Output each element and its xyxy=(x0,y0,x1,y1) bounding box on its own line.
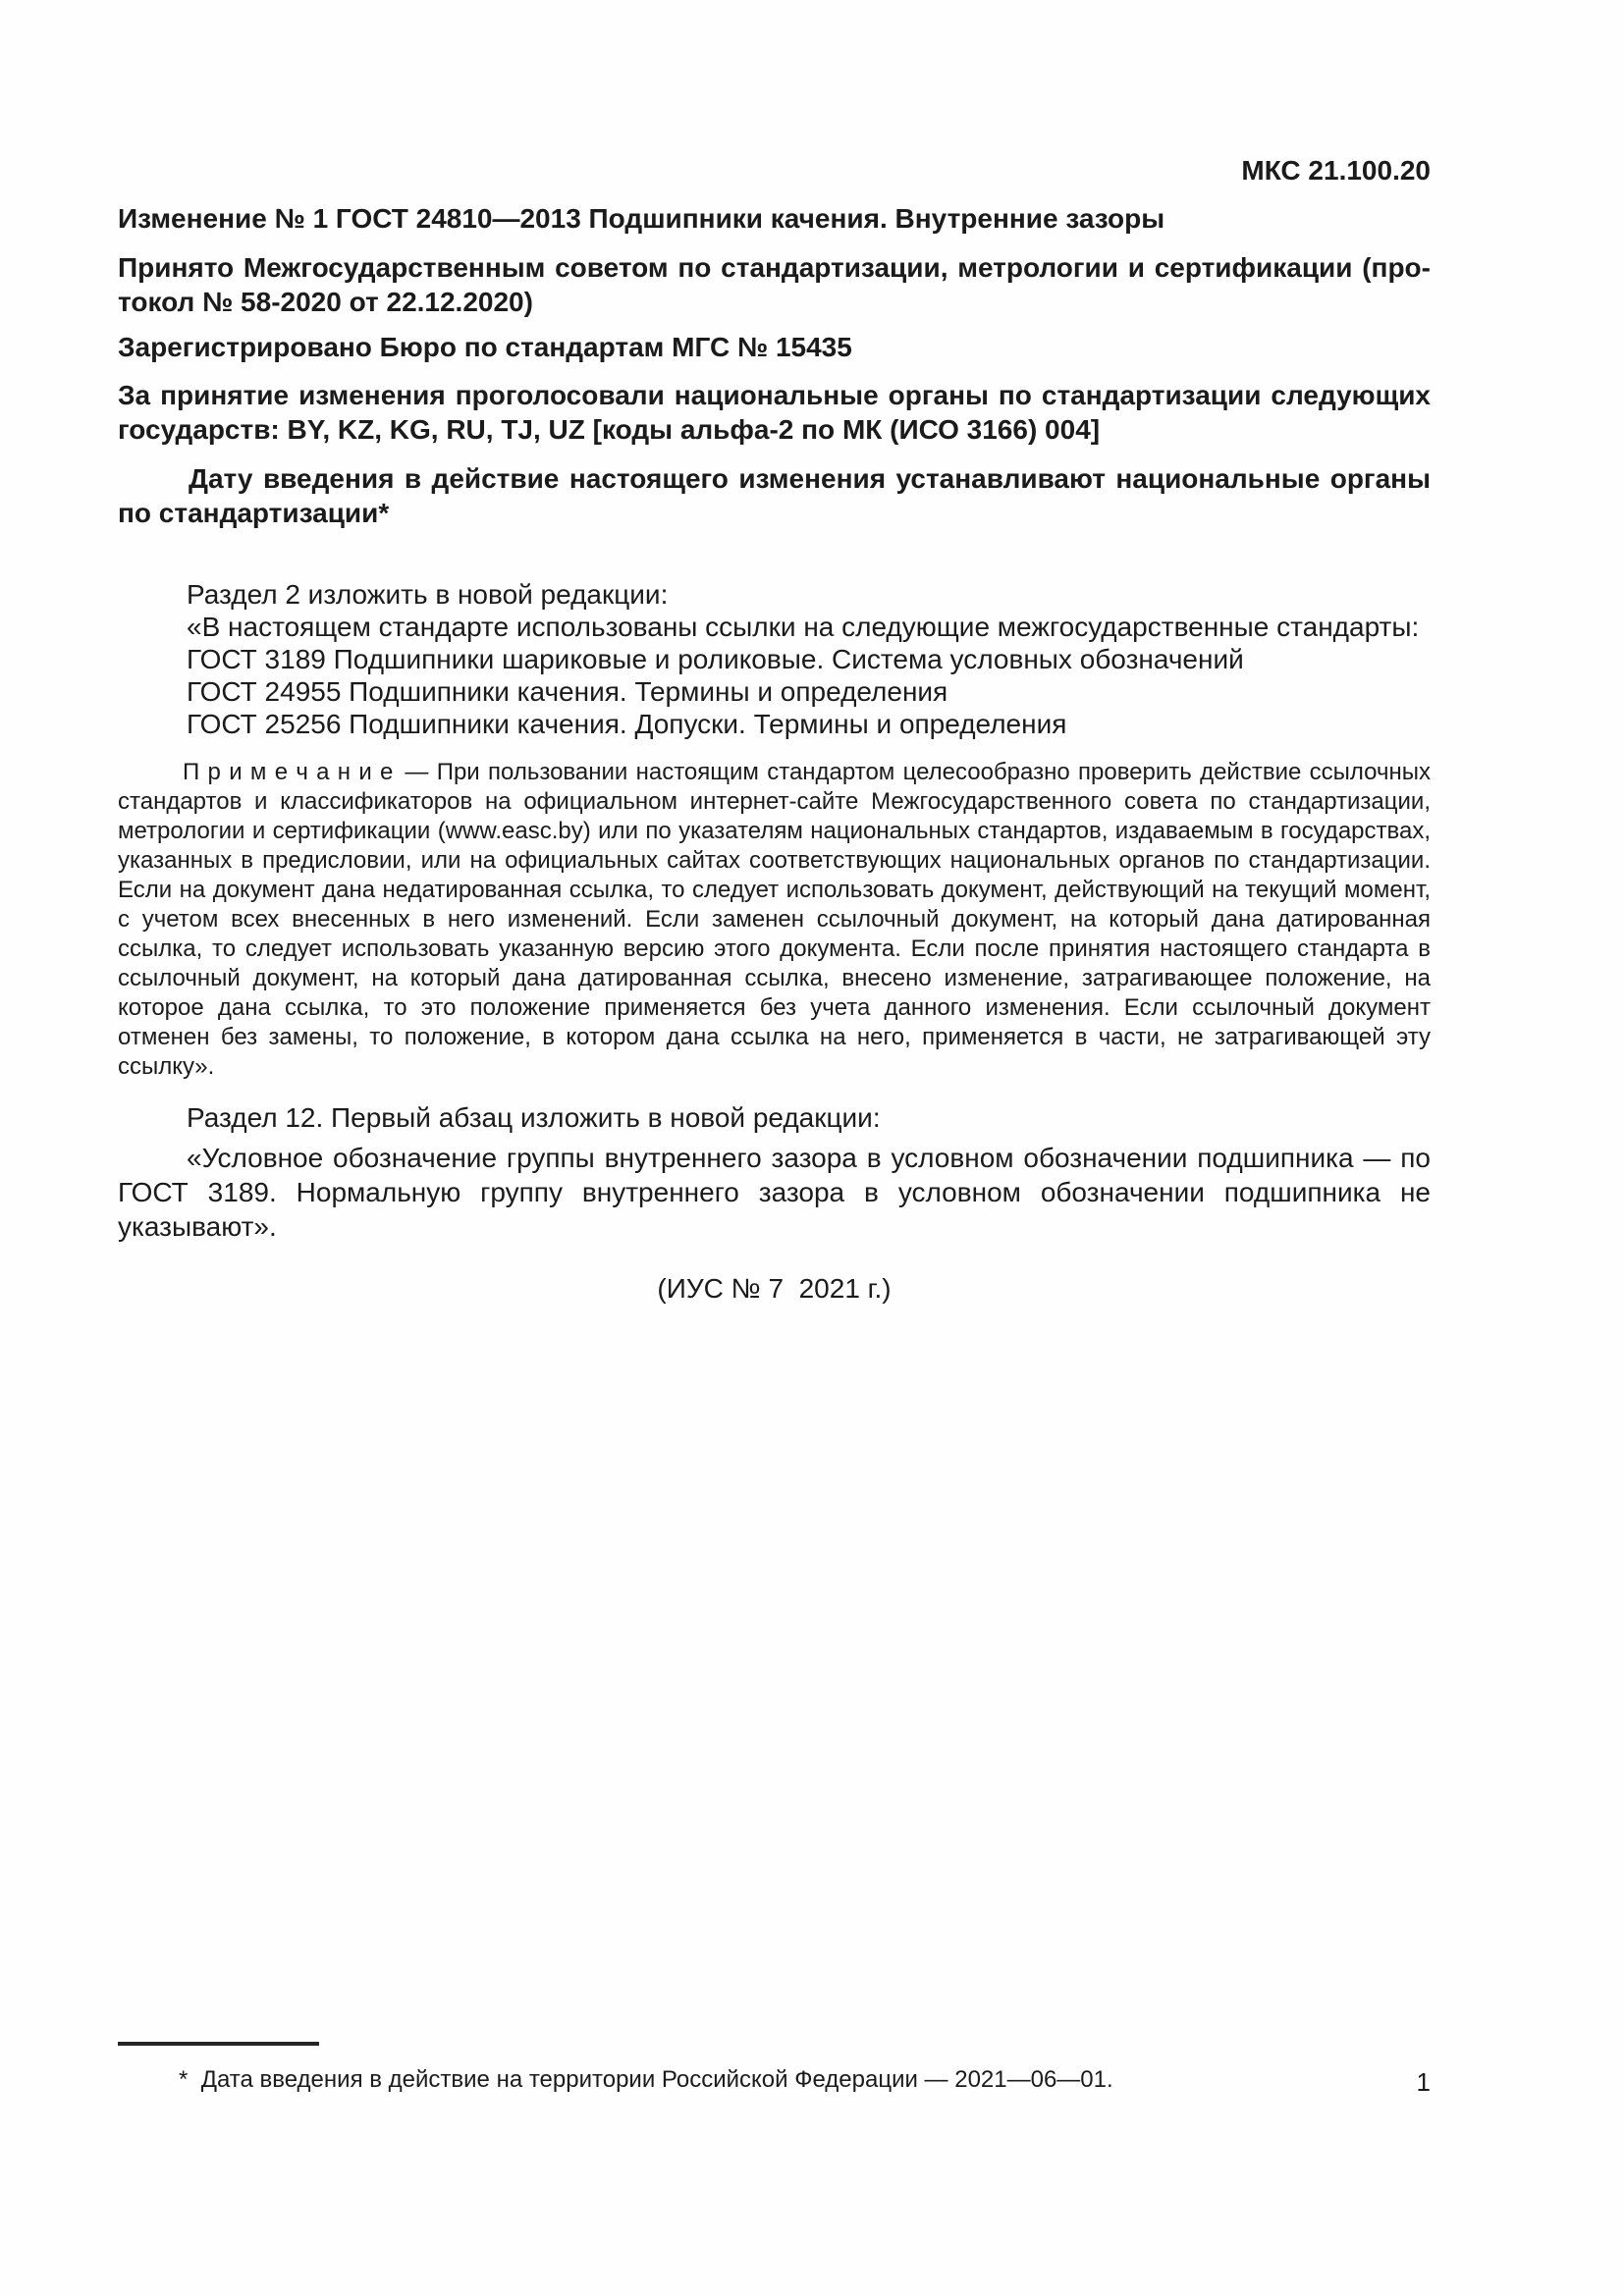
note-text: — При пользовании настоящим стандартом целесообразно проверить действие ссылочных стандартов и классификаторов на официальном интернет-сайте Межгосударственного совета по стандартизации, метрологии и сертификации (www.easc.by) или по указателям национальных стандартов, издаваемым в государствах, указанных в предисловии, или на официальных сайтах соответствующих национальных органов по стандартизации. Если на документ дана недатированная ссылка, то следует использовать документ, действующий на текущий момент, с учетом всех внесенных в него изменений. Если заменен ссылочный документ, на который дана датированная ссылка, то следует использовать указанную версию этого документа. Если после принятия настоящего стандарта в ссылочный документ, на который дана датированная ссылка, внесено изменение, затрагивающее положение, на которое дана ссылка, то это положение применяется без учета данного изменения. Если ссылочный документ отменен без замены, то положение, в котором дана ссылка на него, применяется в части, не затрагивающей эту ссылку». xyxy=(118,759,1431,1080)
gost-reference-3189: ГОСТ 3189 Подшипники шариковые и роликовые. Система условных обозначений xyxy=(187,644,1244,674)
adopted-paragraph: Принято Межгосударственным советом по стандартизации, метрологии и сертификации (протокол № 58-2020 от 22.12.2020) xyxy=(118,252,1431,317)
gost-reference-24955: ГОСТ 24955 Подшипники качения. Термины и определения xyxy=(187,676,948,707)
footnote-text: Дата введения в действие на территории Российской Федерации — 2021—06—01. xyxy=(200,2066,1113,2093)
registered-paragraph: Зарегистрировано Бюро по стандартам МГС № 15435 xyxy=(118,332,852,362)
ius-reference: (ИУС № 7 2021 г.) xyxy=(657,1273,892,1304)
gost-reference-25256: ГОСТ 25256 Подшипники качения. Допуски. Термины и определения xyxy=(187,709,1067,739)
section-2-intro: «В настоящем стандарте использованы ссылки на следующие межгосударственные стандарты: xyxy=(187,612,1420,642)
footnote-rule xyxy=(118,2042,319,2046)
section-12-body: «Условное обозначение группы внутреннего зазора в условном обозначении подшипника — по ГОСТ 3189. Нормальную группу внутреннего зазора в условном обозначении подшипника не указывают». xyxy=(118,1143,1431,1242)
section-12-heading: Раздел 12. Первый абзац изложить в новой редакции: xyxy=(187,1102,881,1133)
document-title: Изменение № 1 ГОСТ 24810—2013 Подшипники качения. Внутренние зазоры xyxy=(118,203,1165,234)
mks-code: МКС 21.100.20 xyxy=(1241,155,1431,186)
section-2-note xyxy=(118,758,1431,1082)
footnote-marker: * xyxy=(179,2066,189,2093)
note-label: П р и м е ч а н и е xyxy=(183,759,394,785)
section-2-heading: Раздел 2 изложить в новой редакции: xyxy=(187,579,669,610)
effective-date-paragraph: Дату введения в действие настоящего изменения устанавливают национальные органы по стандартизации* xyxy=(118,463,1431,528)
page-number: 1 xyxy=(1416,2067,1431,2097)
voted-paragraph: За принятие изменения проголосовали национальные органы по стандартизации следующих государств: BY, KZ, KG, RU, TJ, UZ [коды альфа-2 по МК (ИСО 3166) 004] xyxy=(118,380,1431,445)
section-12 xyxy=(118,1100,1431,1244)
section-2 xyxy=(118,578,1431,740)
